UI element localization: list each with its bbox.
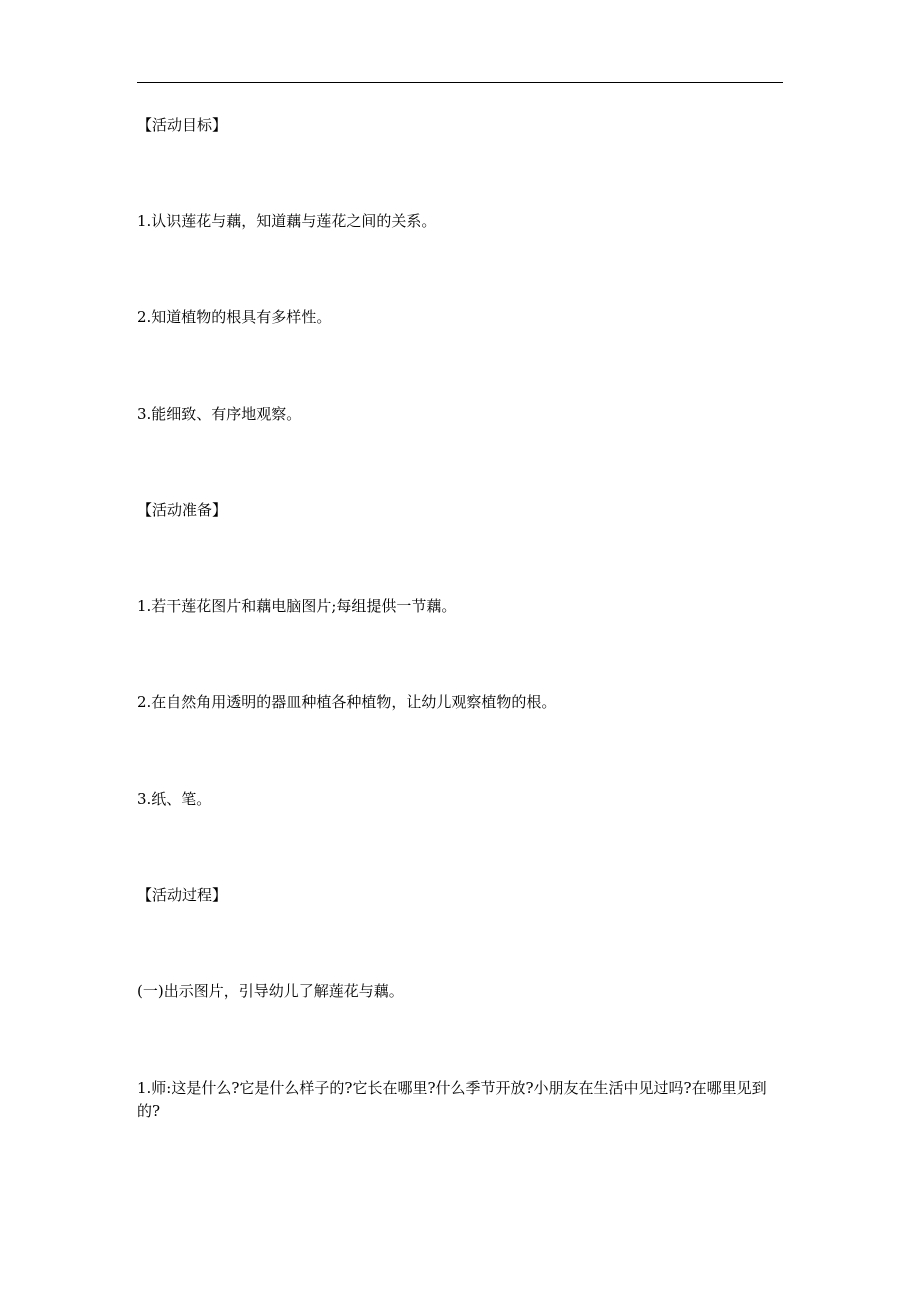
goals-heading: 【活动目标】 bbox=[137, 116, 228, 134]
goal-item-2: 2.知道植物的根具有多样性。 bbox=[137, 308, 332, 326]
prep-item-2: 2.在自然角用透明的器皿种植各种植物，让幼儿观察植物的根。 bbox=[137, 693, 557, 711]
goal-item-3: 3.能细致、有序地观察。 bbox=[137, 405, 302, 423]
prep-heading: 【活动准备】 bbox=[137, 501, 228, 519]
process-step-1-question: 1.师:这是什么?它是什么样子的?它长在哪里?什么季节开放?小朋友在生活中见过吗?在哪里见到的? bbox=[137, 1079, 767, 1120]
process-heading: 【活动过程】 bbox=[137, 886, 228, 904]
prep-item-3: 3.纸、笔。 bbox=[137, 790, 212, 808]
goal-item-1: 1.认识莲花与藕，知道藕与莲花之间的关系。 bbox=[137, 212, 437, 230]
header-rule bbox=[137, 82, 783, 83]
process-step-1: (一)出示图片，引导幼儿了解莲花与藕。 bbox=[137, 982, 404, 1000]
prep-item-1: 1.若干莲花图片和藕电脑图片;每组提供一节藕。 bbox=[137, 597, 457, 615]
